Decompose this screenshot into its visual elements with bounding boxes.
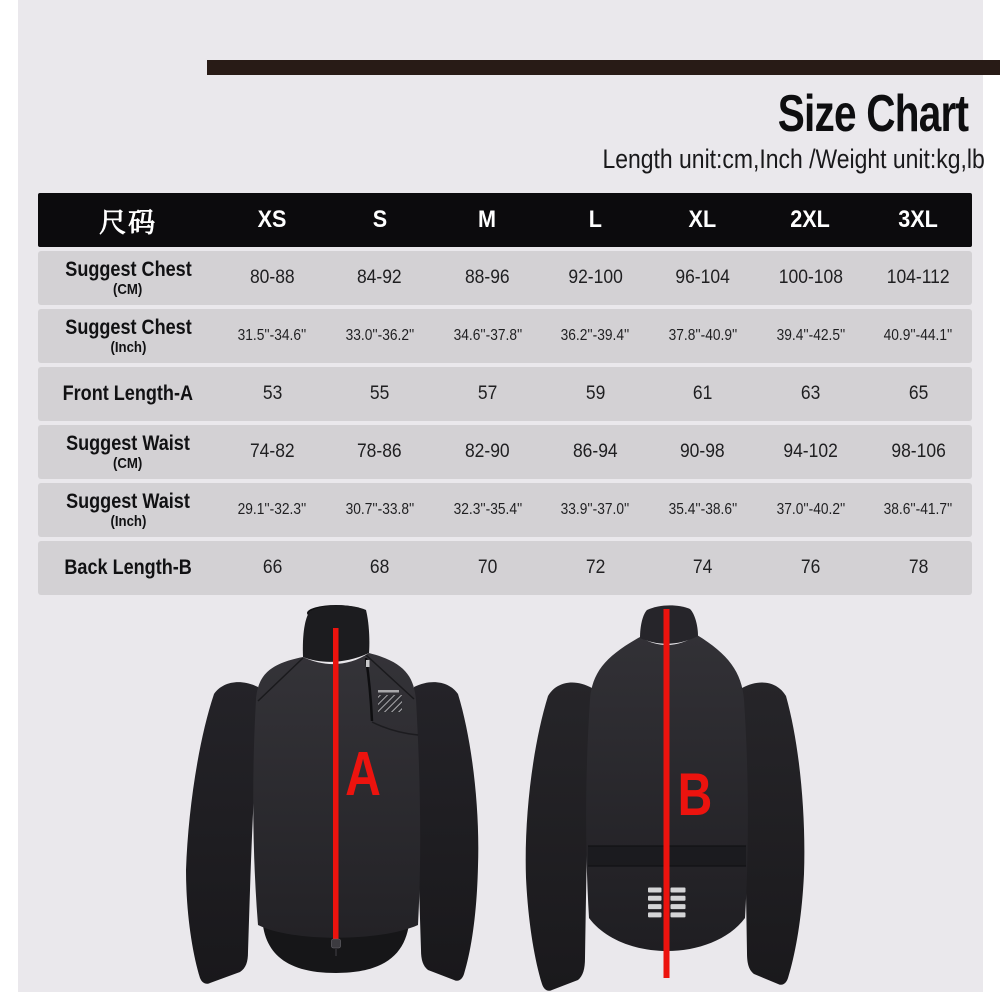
row-label-cell bbox=[38, 317, 218, 356]
row-label-cell bbox=[38, 557, 218, 579]
header-cell-text: 尺码 bbox=[99, 207, 158, 238]
size-value-cell bbox=[541, 441, 649, 463]
size-value-cell bbox=[218, 383, 326, 405]
row-label: Suggest Chest bbox=[64, 315, 192, 339]
row-sublabel: (CM) bbox=[113, 454, 143, 472]
top-divider-bar bbox=[207, 60, 1000, 75]
row-label: Front Length-A bbox=[62, 382, 194, 405]
table-row bbox=[38, 483, 972, 537]
size-value-cell bbox=[649, 383, 757, 405]
size-value: 82-90 bbox=[465, 441, 510, 462]
size-value-cell bbox=[218, 267, 326, 289]
size-value-cell bbox=[541, 267, 649, 289]
size-value: 68 bbox=[370, 557, 390, 578]
size-value: 96-104 bbox=[675, 267, 730, 288]
header-cell bbox=[864, 206, 972, 234]
table-row bbox=[38, 309, 972, 363]
size-value-cell bbox=[649, 501, 757, 519]
size-value-cell bbox=[864, 267, 972, 289]
size-value: 88-96 bbox=[465, 267, 510, 288]
size-value: 74-82 bbox=[249, 441, 295, 462]
jacket-back bbox=[526, 605, 805, 990]
jackets-figure bbox=[0, 595, 1000, 1000]
size-value: 66 bbox=[262, 557, 282, 578]
measurement-label-a: A bbox=[345, 738, 381, 809]
chest-logo-patch bbox=[378, 695, 402, 712]
size-value-cell bbox=[434, 557, 542, 579]
row-label: Suggest Waist bbox=[66, 489, 191, 513]
size-value: 53 bbox=[262, 383, 282, 404]
size-value-cell bbox=[649, 441, 757, 463]
size-value: 38.6''-41.7'' bbox=[883, 501, 953, 518]
size-value-cell bbox=[757, 557, 865, 579]
size-value: 78-86 bbox=[357, 441, 403, 462]
size-value: 90-98 bbox=[680, 441, 726, 462]
size-value: 72 bbox=[585, 557, 605, 578]
size-value-cell bbox=[757, 267, 865, 289]
size-value-cell bbox=[757, 383, 865, 405]
row-label-cell bbox=[38, 259, 218, 298]
size-value: 36.2''-39.4'' bbox=[560, 327, 630, 344]
size-value: 37.0''-40.2'' bbox=[776, 501, 845, 518]
size-value-cell bbox=[649, 327, 757, 345]
header-cell-text: S bbox=[372, 206, 387, 233]
size-value-cell bbox=[326, 441, 434, 463]
size-value: 55 bbox=[370, 383, 390, 404]
size-value-cell bbox=[326, 327, 434, 345]
front-right-sleeve bbox=[413, 682, 478, 981]
size-value: 57 bbox=[477, 383, 498, 404]
size-value-cell bbox=[326, 501, 434, 519]
size-value: 30.7''-33.8'' bbox=[345, 501, 415, 518]
size-value-cell bbox=[541, 327, 649, 345]
size-value-cell bbox=[218, 327, 326, 345]
chest-logo-text bbox=[378, 690, 399, 693]
size-value: 33.0''-36.2'' bbox=[345, 327, 415, 344]
measurement-line-a bbox=[333, 628, 339, 939]
row-label-cell bbox=[38, 433, 218, 472]
header-cell bbox=[434, 206, 542, 234]
header-cell-size-label bbox=[38, 201, 218, 240]
size-value-cell bbox=[218, 501, 326, 519]
table-row bbox=[38, 425, 972, 479]
table-header-row bbox=[38, 193, 972, 247]
page-title: Size Chart bbox=[777, 85, 968, 143]
size-value: 32.3''-35.4'' bbox=[453, 501, 522, 518]
row-sublabel: (Inch) bbox=[110, 338, 147, 356]
size-value: 80-88 bbox=[249, 267, 295, 288]
row-label-cell bbox=[38, 383, 218, 405]
header-cell-text: 2XL bbox=[790, 206, 831, 233]
size-value: 70 bbox=[477, 557, 498, 578]
size-value-cell bbox=[434, 327, 542, 345]
size-value: 63 bbox=[800, 383, 821, 404]
size-value: 65 bbox=[908, 383, 928, 404]
size-value-cell bbox=[757, 441, 865, 463]
size-value: 94-102 bbox=[783, 441, 838, 462]
size-value: 33.9''-37.0'' bbox=[560, 501, 630, 518]
size-value-cell bbox=[864, 327, 972, 345]
size-value: 104-112 bbox=[886, 267, 950, 288]
size-value-cell bbox=[649, 557, 757, 579]
size-value: 39.4''-42.5'' bbox=[776, 327, 845, 344]
table-row bbox=[38, 367, 972, 421]
size-value: 98-106 bbox=[890, 441, 946, 462]
row-label: Suggest Chest bbox=[64, 257, 192, 281]
size-value-cell bbox=[434, 441, 542, 463]
size-value: 29.1''-32.3'' bbox=[237, 501, 307, 518]
size-value-cell bbox=[864, 441, 972, 463]
size-value-cell bbox=[218, 441, 326, 463]
size-value: 61 bbox=[693, 383, 713, 404]
size-value-cell bbox=[757, 327, 865, 345]
jacket-front bbox=[186, 605, 478, 984]
back-right-sleeve bbox=[741, 682, 804, 984]
size-table bbox=[38, 193, 972, 595]
size-value-cell bbox=[864, 383, 972, 405]
size-value-cell bbox=[541, 383, 649, 405]
size-value: 74 bbox=[693, 557, 713, 578]
header-cell-text: L bbox=[588, 206, 602, 233]
size-value: 76 bbox=[800, 557, 821, 578]
row-sublabel: (Inch) bbox=[110, 512, 147, 530]
row-label: Back Length-B bbox=[64, 556, 192, 579]
row-label-cell bbox=[38, 491, 218, 530]
size-value-cell bbox=[434, 383, 542, 405]
header-cell bbox=[326, 206, 434, 234]
size-value-cell bbox=[541, 501, 649, 519]
header-cell bbox=[757, 206, 865, 234]
size-value-cell bbox=[864, 557, 972, 579]
header-cell bbox=[649, 206, 757, 234]
header-cell-text: XS bbox=[257, 206, 287, 233]
size-value: 35.4''-38.6'' bbox=[668, 501, 738, 518]
size-value-cell bbox=[434, 267, 542, 289]
size-value: 92-100 bbox=[567, 267, 623, 288]
size-value-cell bbox=[326, 267, 434, 289]
size-value: 34.6''-37.8'' bbox=[453, 327, 522, 344]
size-value: 59 bbox=[585, 383, 605, 404]
size-value-cell bbox=[757, 501, 865, 519]
table-row bbox=[38, 251, 972, 305]
back-left-sleeve bbox=[526, 682, 592, 990]
header-cell-text: 3XL bbox=[898, 206, 938, 233]
size-value: 31.5''-34.6'' bbox=[237, 327, 307, 344]
header-cell-text: XL bbox=[688, 206, 717, 233]
header-cell bbox=[541, 206, 649, 234]
size-value-cell bbox=[434, 501, 542, 519]
size-value-cell bbox=[218, 557, 326, 579]
size-value: 84-92 bbox=[357, 267, 403, 288]
measurement-line-b bbox=[664, 609, 670, 978]
size-value: 78 bbox=[908, 557, 928, 578]
size-value-cell bbox=[326, 557, 434, 579]
size-value: 86-94 bbox=[572, 441, 618, 462]
header-cell bbox=[218, 206, 326, 234]
size-value-cell bbox=[864, 501, 972, 519]
chest-zip-slider bbox=[366, 660, 370, 667]
size-value: 40.9''-44.1'' bbox=[883, 327, 953, 344]
page-subtitle: Length unit:cm,Inch /Weight unit:kg,lb bbox=[602, 144, 985, 174]
size-value: 37.8''-40.9'' bbox=[668, 327, 738, 344]
size-value-cell bbox=[326, 383, 434, 405]
table-row bbox=[38, 541, 972, 595]
size-value-cell bbox=[649, 267, 757, 289]
size-value: 100-108 bbox=[778, 267, 843, 288]
zipper-pull bbox=[332, 939, 341, 948]
row-sublabel: (CM) bbox=[113, 280, 143, 298]
row-label: Suggest Waist bbox=[66, 431, 191, 455]
measurement-label-b: B bbox=[677, 760, 713, 829]
header-cell-text: M bbox=[478, 206, 497, 233]
front-left-sleeve bbox=[186, 682, 258, 984]
size-value-cell bbox=[541, 557, 649, 579]
